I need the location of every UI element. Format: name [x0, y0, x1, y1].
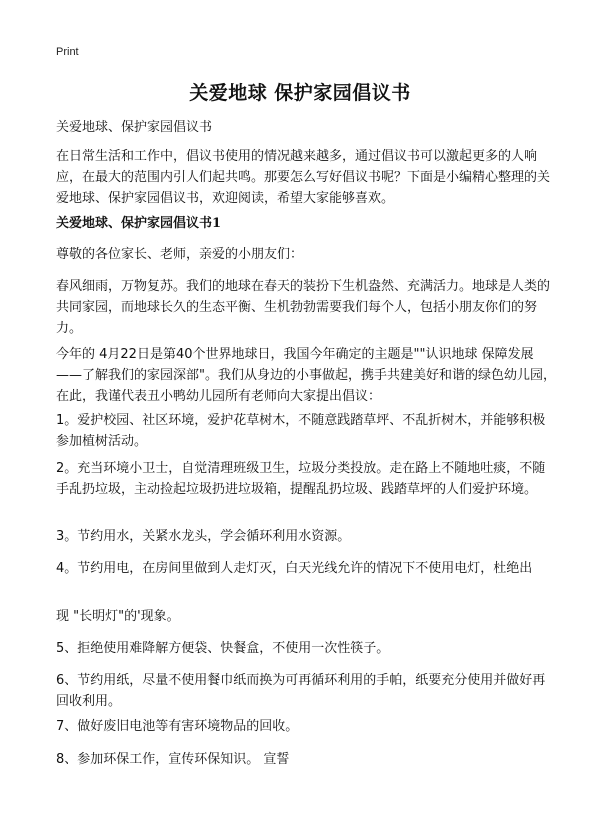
list-item-5: 5、拒绝使用难降解方便袋、快餐盒，不使用一次性筷子。	[56, 641, 390, 656]
intro-paragraph: 在日常生活和工作中，倡议书使用的情况越来越多，通过倡议书可以激起更多的人响应，在最大的范围内引人们起共鸣。那要怎么写好倡议书呢？下面是小编精心整理的关爱地球、保护家园倡议书，欢迎阅读，希望大家能够喜欢。	[56, 149, 551, 206]
print-label[interactable]: Print	[56, 46, 79, 58]
greeting-paragraph: 尊敬的各位家长、老师，亲爱的小朋友们：	[56, 247, 304, 262]
list-item-8: 8、参加环保工作，宣传环保知识。 宣誓	[56, 752, 290, 767]
list-item-2: 2。充当环境小卫士，自觉清理班级卫生，垃圾分类投放。走在路上不随地吐痰，不随手乱扔垃圾，主动捡起垃圾扔进垃圾箱，提醒乱扔垃圾、践踏草坪的人们爱护环境。	[56, 461, 546, 497]
list-item-4-continued: 现 "长明灯"的'现象。	[56, 609, 180, 624]
section-heading: 关爱地球、保护家园倡议书1	[56, 216, 222, 231]
body-paragraph-2: 今年的 4月22日是第40个世界地球日，我国今年确定的主题是""认识地球 保障发展——了解我们的家园深部"。我们从身边的小事做起，携手共建美好和谐的绿色幼儿园，在此，我谨代表丑小鸭幼儿园所有老师向大家提出倡议：	[56, 347, 556, 404]
body-paragraph-1: 春风细雨，万物复苏。我们的地球在春天的装扮下生机盎然、充满活力。地球是人类的共同家园，而地球长久的生态平衡、生机勃勃需要我们每个人，包括小朋友你们的努力。	[56, 279, 551, 336]
list-item-7: 7、做好废旧电池等有害环境物品的回收。	[56, 719, 299, 734]
list-item-3: 3。节约用水，关紧水龙头，学会循环利用水资源。	[56, 529, 351, 544]
document-subtitle: 关爱地球、保护家园倡议书	[56, 120, 213, 135]
list-item-1: 1。爱护校园、社区环境，爱护花草树木，不随意践踏草坪、不乱折树木，并能够积极参加植树活动。	[56, 413, 546, 449]
document-title: 关爱地球 保护家园倡议书	[189, 82, 411, 104]
list-item-4: 4。节约用电，在房间里做到人走灯灭，白天光线允许的情况下不使用电灯，杜绝出	[56, 561, 533, 576]
list-item-6: 6、节约用纸，尽量不使用餐巾纸而换为可再循环利用的手帕，纸要充分使用并做好再回收利用。	[56, 673, 546, 709]
